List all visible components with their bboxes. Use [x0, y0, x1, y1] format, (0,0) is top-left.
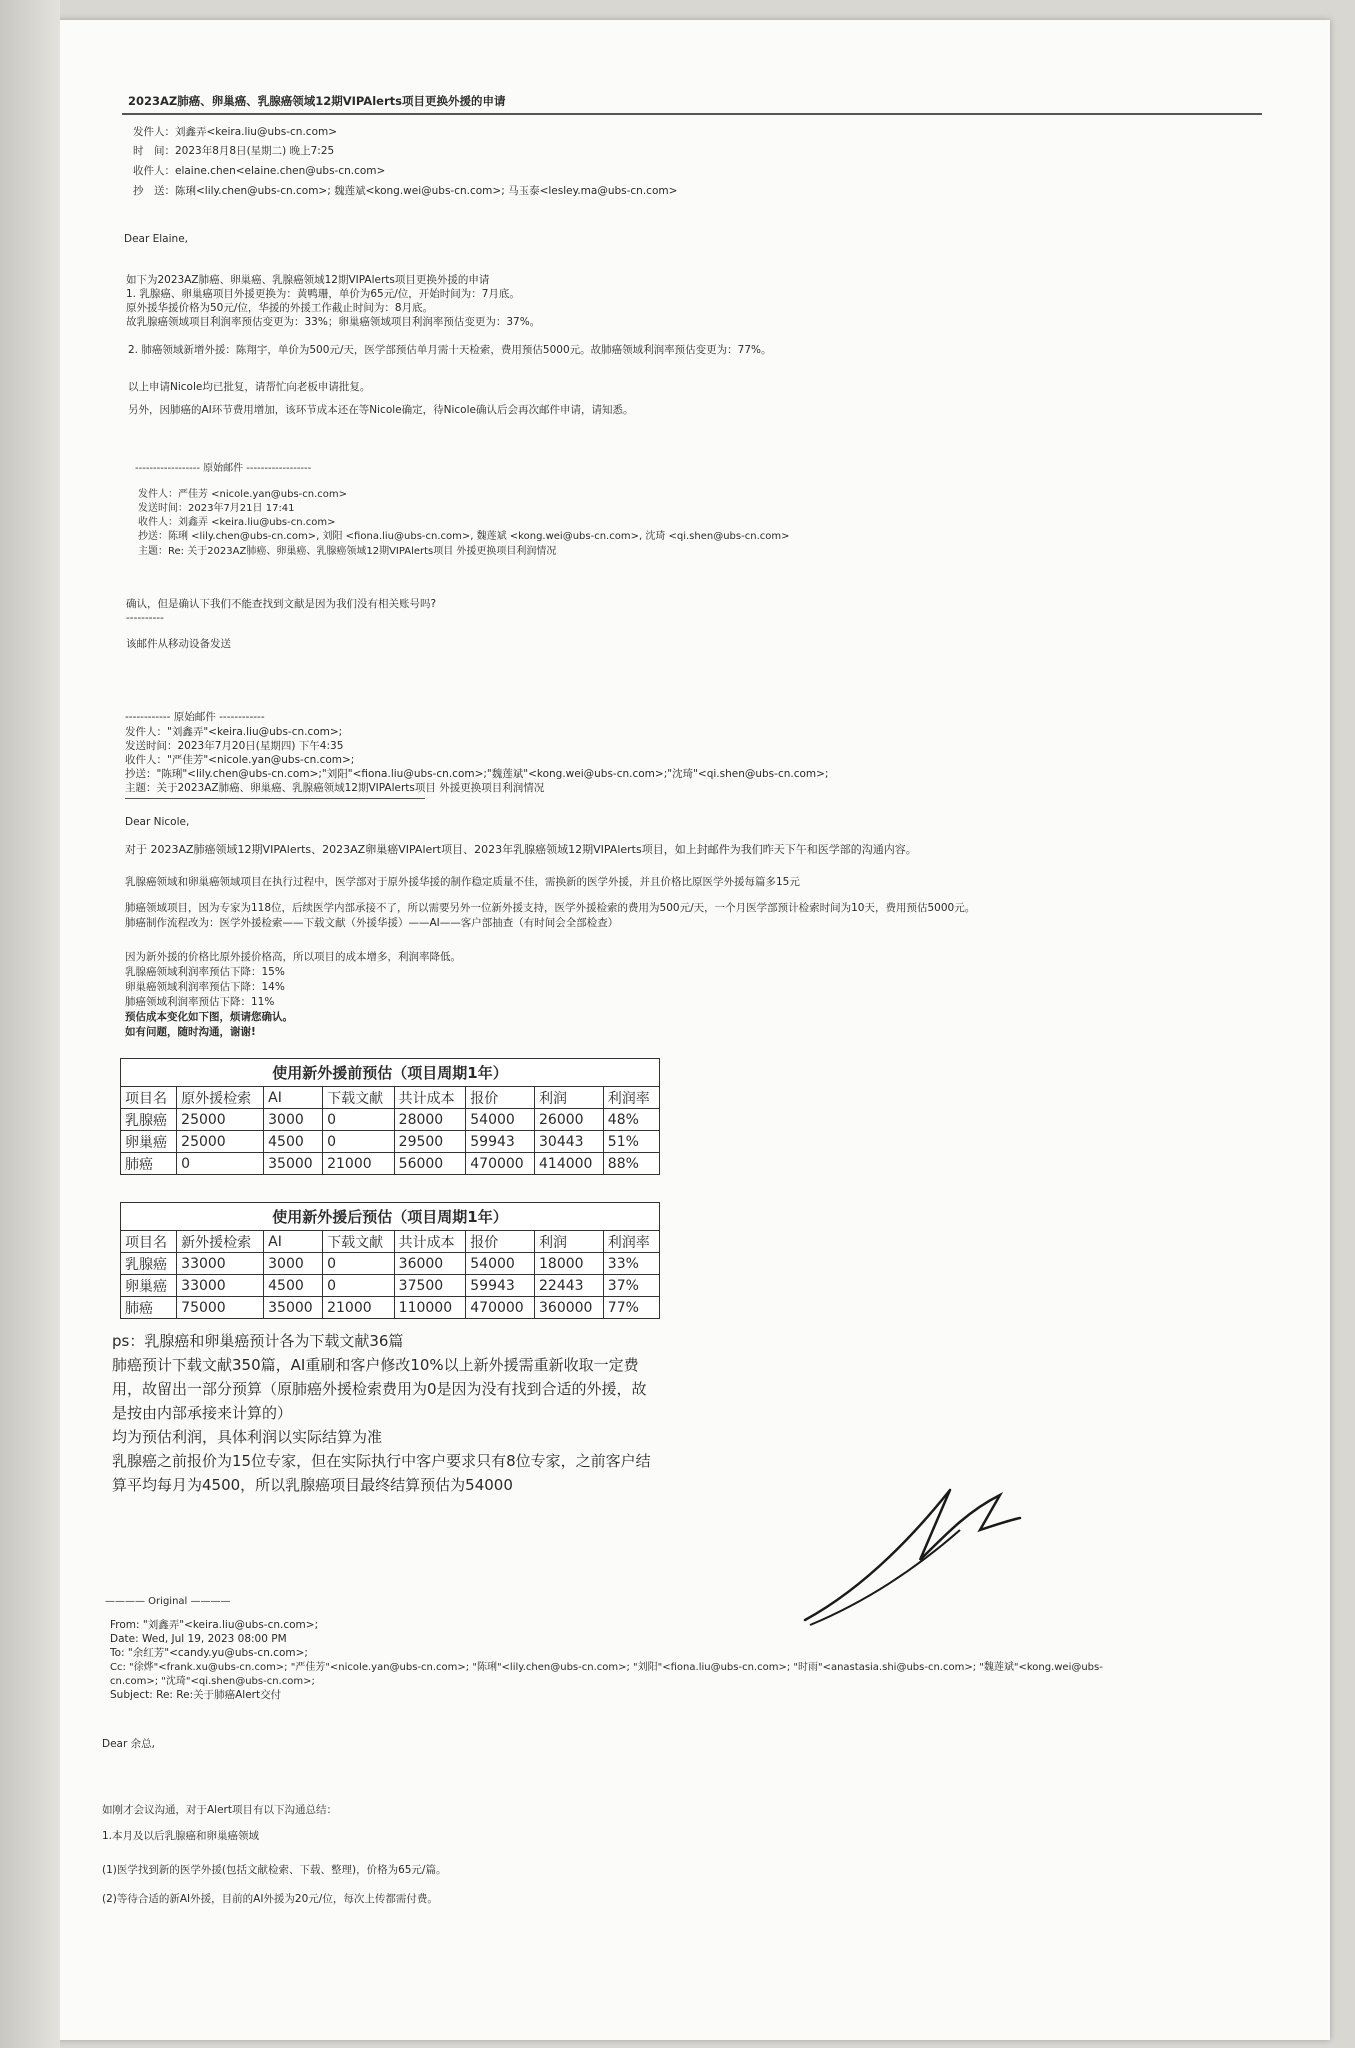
table-cell: 54000: [466, 1109, 535, 1131]
table-cell: 卵巢癌: [121, 1131, 177, 1153]
email1-line: 以上申请Nicole均已批复，请帮忙向老板申请批复。: [128, 381, 371, 393]
email1-line: 2. 肺癌领域新增外援：陈翔宇，单价为500元/天，医学部预估单月需十天检索，费用预估5000元。故肺癌领域利润率预估变更为：77%。: [128, 344, 772, 356]
table-header-row: [121, 1231, 660, 1253]
handwritten-signature: [800, 1470, 1060, 1630]
table-cell: 4500: [264, 1131, 323, 1153]
table-cell: 0: [177, 1153, 264, 1175]
estimate-table-before: [120, 1058, 660, 1175]
email4-line: (1)医学找到新的医学外援(包括文献检索、下载、整理)，价格为65元/篇。: [102, 1864, 447, 1876]
table-cell: 25000: [177, 1131, 264, 1153]
note-line: 是按由内部承接来计算的）: [112, 1404, 293, 1422]
column-header: 共计成本: [394, 1231, 466, 1253]
email3-paragraph: 卵巢癌领域利润率预估下降：14%: [125, 981, 285, 993]
table-header-row: [121, 1087, 660, 1109]
table-row: [121, 1275, 660, 1297]
table-cell: 29500: [394, 1131, 466, 1153]
table-row: [121, 1153, 660, 1175]
table-cell: 28000: [394, 1109, 466, 1131]
table-cell: 18000: [535, 1253, 604, 1275]
email4-cc: Cc: "徐烨"<frank.xu@ubs-cn.com>; "严佳芳"<nicole.yan@ubs-cn.com>; "陈琍"<lily.chen@ubs-cn.com>; "刘阳"<fiona.liu@ubs-cn.com>; "时雨"<anastasia.shi@ubs-cn.com>; "魏莲斌"<kong.wei@ubs-: [110, 1662, 1103, 1673]
email3-divider: ------------ 原始邮件 ------------: [125, 711, 265, 723]
column-header: 共计成本: [394, 1087, 466, 1109]
table-cell: 35000: [264, 1153, 323, 1175]
table-caption: 使用新外援前预估（项目周期1年）: [120, 1058, 660, 1086]
table-cell: 56000: [394, 1153, 466, 1175]
table-cell: 470000: [466, 1297, 535, 1319]
email1-greeting: Dear Elaine,: [124, 233, 188, 245]
table-cell: 470000: [466, 1153, 535, 1175]
column-header: 利润: [535, 1087, 604, 1109]
column-header: 项目名: [121, 1231, 177, 1253]
note-line: 用，故留出一部分预算（原肺癌外援检索费用为0是因为没有找到合适的外援，故: [112, 1380, 647, 1398]
email4-line: 1.本月及以后乳腺癌和卵巢癌领域: [102, 1830, 260, 1842]
table-row: [121, 1109, 660, 1131]
table-cell: 30443: [535, 1131, 604, 1153]
table-cell: 110000: [394, 1297, 466, 1319]
email2-mobile-note: 该邮件从移动设备发送: [126, 638, 231, 650]
table-cell: 88%: [603, 1153, 659, 1175]
column-header: 新外援检索: [177, 1231, 264, 1253]
email3-paragraph: 乳腺癌领域利润率预估下降：15%: [125, 966, 285, 978]
email4-cc-continued: cn.com>; "沈琦"<qi.shen@ubs-cn.com>;: [110, 1676, 315, 1687]
column-header: 原外援检索: [177, 1087, 264, 1109]
email2-cc: 抄送：陈琍 <lily.chen@ubs-cn.com>, 刘阳 <fiona.liu@ubs-cn.com>, 魏莲斌 <kong.wei@ubs-cn.com>, 沈琦 <qi.shen@ubs-cn.com>: [138, 531, 790, 542]
email3-paragraph: 因为新外援的价格比原外援价格高，所以项目的成本增多，利润率降低。: [125, 951, 461, 963]
table-cell: 0: [323, 1253, 395, 1275]
table-cell: 54000: [466, 1253, 535, 1275]
column-header: AI: [264, 1231, 323, 1253]
email4-line: 如刚才会议沟通，对于Alert项目有以下沟通总结：: [102, 1804, 337, 1816]
email4-greeting: Dear 余总,: [102, 1738, 155, 1750]
email1-time: 时 间：2023年8月8日(星期二) 晚上7:25: [133, 145, 335, 157]
email4-date: Date: Wed, Jul 19, 2023 08:00 PM: [110, 1633, 287, 1645]
note-line: ps：乳腺癌和卵巢癌预计各为下载文献36篇: [112, 1332, 404, 1350]
table-cell: 0: [323, 1275, 395, 1297]
column-header: 项目名: [121, 1087, 177, 1109]
email3-paragraph: 乳腺癌领域和卵巢癌领域项目在执行过程中，医学部对于原外援华援的制作稳定质量不佳，需换新的医学外援，并且价格比原医学外援每篇多15元: [125, 876, 800, 888]
header-rule: [125, 798, 425, 799]
email4-to: To: "余红芳"<candy.yu@ubs-cn.com>;: [110, 1647, 308, 1659]
table-cell: 360000: [535, 1297, 604, 1319]
note-line: 肺癌预计下载文献350篇，AI重刷和客户修改10%以上新外援需重新收取一定费: [112, 1356, 639, 1374]
table-row: [121, 1131, 660, 1153]
email1-line: 另外，因肺癌的AI环节费用增加，该环节成本还在等Nicole确定，待Nicole确认后会再次邮件申请，请知悉。: [128, 404, 634, 416]
note-line: 乳腺癌之前报价为15位专家，但在实际执行中客户要求只有8位专家，之前客户结: [112, 1452, 651, 1470]
table-cell: 48%: [603, 1109, 659, 1131]
table-cell: 乳腺癌: [121, 1109, 177, 1131]
email3-time: 发送时间：2023年7月20日(星期四) 下午4:35: [125, 740, 344, 752]
table-row: [121, 1253, 660, 1275]
column-header: 利润率: [603, 1231, 659, 1253]
email1-to: 收件人：elaine.chen<elaine.chen@ubs-cn.com>: [133, 165, 386, 177]
email4-line: (2)等待合适的新AI外援，目前的AI外援为20元/位，每次上传都需付费。: [102, 1893, 438, 1905]
table-cell: 35000: [264, 1297, 323, 1319]
table-caption: 使用新外援后预估（项目周期1年）: [120, 1202, 660, 1230]
column-header: AI: [264, 1087, 323, 1109]
table-cell: 21000: [323, 1153, 395, 1175]
email2-subject: 主题：Re: 关于2023AZ肺癌、卵巢癌、乳腺癌领域12期VIPAlerts项目 外援更换项目利润情况: [138, 546, 557, 557]
email2-dashes: ----------: [126, 612, 164, 624]
email3-paragraph: 对于 2023AZ肺癌领域12期VIPAlerts、2023AZ卵巢癌VIPAlert项目、2023年乳腺癌领域12期VIPAlerts项目，如上封邮件为我们昨天下午和医学部的沟通内容。: [125, 843, 917, 856]
email1-from: 发件人：刘鑫弄<keira.liu@ubs-cn.com>: [133, 126, 338, 138]
email3-paragraph: 预估成本变化如下图，烦请您确认。: [125, 1011, 293, 1023]
table-cell: 37500: [394, 1275, 466, 1297]
table-cell: 414000: [535, 1153, 604, 1175]
email2-from: 发件人：严佳芳 <nicole.yan@ubs-cn.com>: [138, 489, 348, 500]
table-cell: 肺癌: [121, 1297, 177, 1319]
table-cell: 51%: [603, 1131, 659, 1153]
email1-line: 原外援华援价格为50元/位，华援的外援工作截止时间为：8月底。: [126, 302, 434, 314]
table-cell: 卵巢癌: [121, 1275, 177, 1297]
table-cell: 33000: [177, 1253, 264, 1275]
email3-from: 发件人："刘鑫弄"<keira.liu@ubs-cn.com>;: [125, 726, 343, 738]
table-cell: 22443: [535, 1275, 604, 1297]
email1-line: 如下为2023AZ肺癌、卵巢癌、乳腺癌领域12期VIPAlerts项目更换外援的申请: [126, 274, 490, 286]
table-row: [121, 1297, 660, 1319]
email4-from: From: "刘鑫弄"<keira.liu@ubs-cn.com>;: [110, 1619, 319, 1631]
column-header: 利润率: [603, 1087, 659, 1109]
table-cell: 0: [323, 1109, 395, 1131]
note-line: 均为预估利润，具体利润以实际结算为准: [112, 1428, 383, 1446]
email3-cc: 抄送："陈琍"<lily.chen@ubs-cn.com>;"刘阳"<fiona.liu@ubs-cn.com>;"魏莲斌"<kong.wei@ubs-cn.com>;"沈琦"<qi.shen@ubs-cn.com>;: [125, 768, 829, 780]
table-cell: 肺癌: [121, 1153, 177, 1175]
table-cell: 21000: [323, 1297, 395, 1319]
table-cell: 37%: [603, 1275, 659, 1297]
email3-paragraph: 如有问题，随时沟通，谢谢!: [125, 1026, 256, 1038]
email1-line: 1. 乳腺癌、卵巢癌项目外援更换为：黄鸭珊，单价为65元/位，开始时间为：7月底。: [126, 288, 520, 300]
table-cell: 59943: [466, 1275, 535, 1297]
table-cell: 3000: [264, 1109, 323, 1131]
email1-subject: 2023AZ肺癌、卵巢癌、乳腺癌领域12期VIPAlerts项目更换外援的申请: [128, 94, 506, 108]
email2-time: 发送时间：2023年7月21日 17:41: [138, 503, 295, 514]
table-cell: 4500: [264, 1275, 323, 1297]
column-header: 下载文献: [323, 1087, 395, 1109]
table-cell: 乳腺癌: [121, 1253, 177, 1275]
column-header: 报价: [466, 1231, 535, 1253]
column-header: 下载文献: [323, 1231, 395, 1253]
table-cell: 33%: [603, 1253, 659, 1275]
email1-cc: 抄 送：陈琍<lily.chen@ubs-cn.com>; 魏莲斌<kong.wei@ubs-cn.com>; 马玉泰<lesley.ma@ubs-cn.com>: [133, 185, 678, 197]
table-cell: 3000: [264, 1253, 323, 1275]
email3-paragraph: 肺癌领域项目，因为专家为118位，后续医学内部承接不了，所以需要另外一位新外援支持，医学外援检索的费用为500元/天，一个月医学部预计检索时间为10天，费用预估5000元。: [125, 902, 976, 914]
table-cell: 77%: [603, 1297, 659, 1319]
email1-line: 故乳腺癌领域项目利润率预估变更为：33%；卵巢癌领域项目利润率预估变更为：37%。: [126, 316, 541, 328]
table-cell: 36000: [394, 1253, 466, 1275]
table-cell: 33000: [177, 1275, 264, 1297]
email3-to: 收件人："严佳芳"<nicole.yan@ubs-cn.com>;: [125, 754, 355, 766]
email2-to: 收件人：刘鑫弄 <keira.liu@ubs-cn.com>: [138, 517, 336, 528]
column-header: 利润: [535, 1231, 604, 1253]
estimate-table-after: [120, 1202, 660, 1319]
email3-paragraph: 肺癌领域利润率预估下降：11%: [125, 996, 275, 1008]
email3-greeting: Dear Nicole,: [125, 816, 190, 828]
table-cell: 26000: [535, 1109, 604, 1131]
email3-paragraph: 肺癌制作流程改为：医学外援检索——下载文献（外援华援）——AI——客户部抽查（有时间会全部检查）: [125, 917, 619, 929]
table-cell: 0: [323, 1131, 395, 1153]
page-shadow-edge: [0, 0, 60, 2048]
column-header: 报价: [466, 1087, 535, 1109]
table-cell: 25000: [177, 1109, 264, 1131]
email3-subject: 主题：关于2023AZ肺癌、卵巢癌、乳腺癌领域12期VIPAlerts项目 外援更换项目利润情况: [125, 782, 545, 794]
email4-divider: ———— Original ————: [105, 1596, 231, 1607]
note-line: 算平均每月为4500，所以乳腺癌项目最终结算预估为54000: [112, 1476, 513, 1494]
email4-subject: Subject: Re: Re:关于肺癌Alert交付: [110, 1689, 282, 1701]
email2-divider: ------------------ 原始邮件 ------------------: [135, 463, 312, 474]
subject-rule: [122, 113, 1262, 115]
email2-body: 确认，但是确认下我们不能查找到文献是因为我们没有相关账号吗?: [126, 598, 437, 610]
table-cell: 59943: [466, 1131, 535, 1153]
table-cell: 75000: [177, 1297, 264, 1319]
